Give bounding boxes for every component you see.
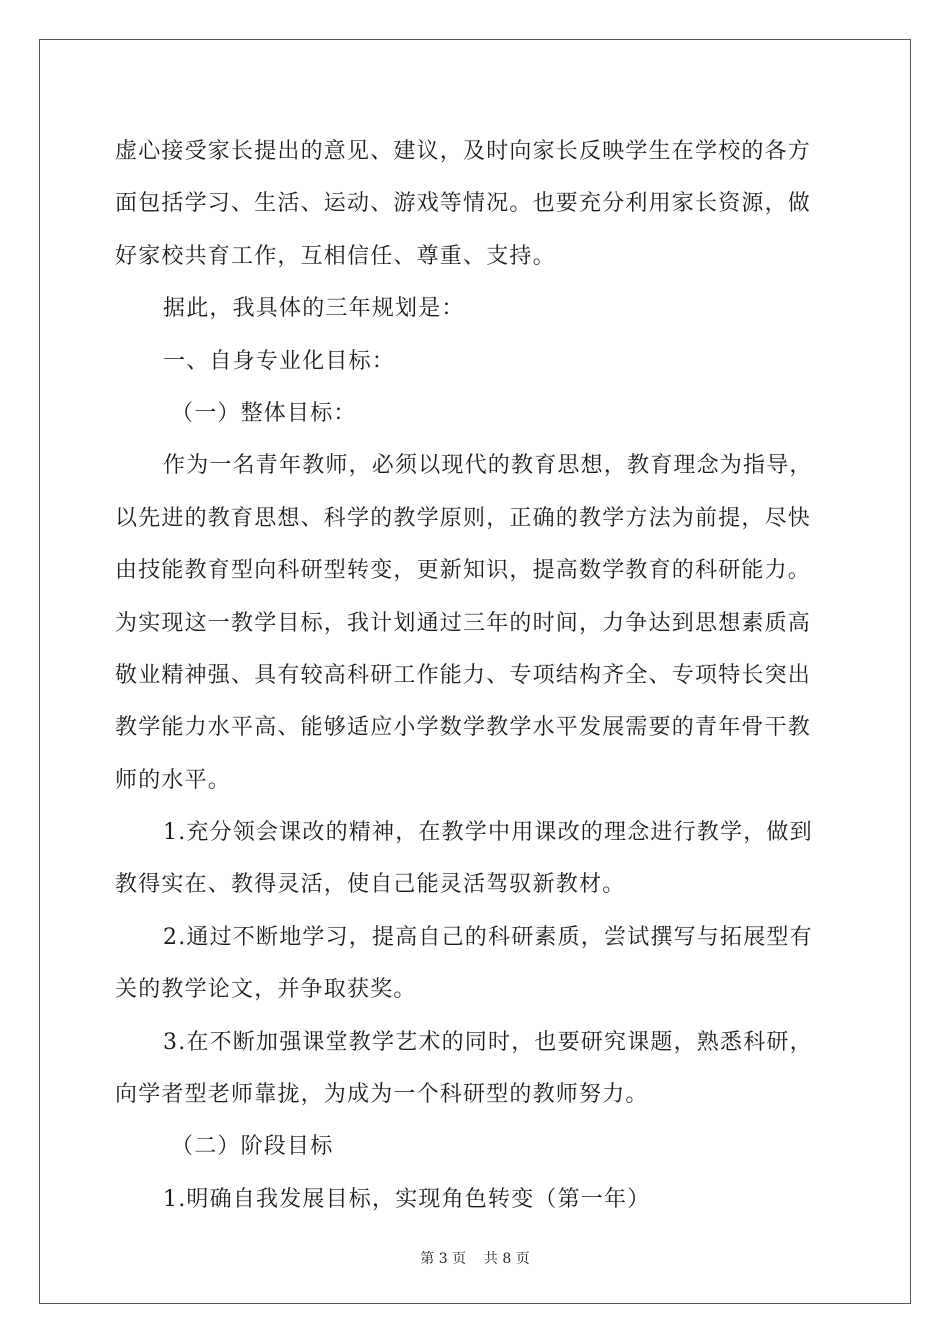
page-number: 第 3 页 共 8 页 [420,1251,530,1267]
paragraph-line: 教得实在、教得灵活，使自己能灵活驾驭新教材。 [115,872,626,898]
paragraph-line: 向学者型老师靠拢，为成为一个科研型的教师努力。 [115,1082,649,1108]
list-item: 1.充分领会课改的精神，在教学中用课改的理念进行教学，做到 [163,820,813,846]
paragraph-line: 由技能教育型向科研型转变，更新知识，提高数学教育的科研能力。 [115,558,812,584]
paragraph-line: 为实现这一教学目标，我计划通过三年的时间，力争达到思想素质高 [115,610,812,636]
paragraph-line: 敬业精神强、具有较高科研工作能力、专项结构齐全、专项特长突出 [115,662,812,688]
paragraph-line: 关的教学论文，并争取获奖。 [115,977,417,1003]
section-heading: 一、自身专业化目标： [163,348,396,374]
document-body [115,126,840,1226]
paragraph-line: 好家校共育工作，互相信任、尊重、支持。 [115,243,556,269]
subsection-heading: （一）整体目标： [171,400,357,426]
paragraph-line: 师的水平。 [115,767,232,793]
paragraph-line: 作为一名青年教师，必须以现代的教育思想，教育理念为指导， [163,453,813,479]
paragraph-line: 虚心接受家长提出的意见、建议，及时向家长反映学生在学校的各方 [115,139,812,164]
paragraph-line: 据此，我具体的三年规划是： [163,296,465,322]
paragraph-line: 教学能力水平高、能够适应小学数学教学水平发展需要的青年骨干教 [115,715,812,741]
list-item: 1.明确自我发展目标，实现角色转变（第一年） [163,1186,651,1212]
paragraph-line: 面包括学习、生活、运动、游戏等情况。也要充分利用家长资源，做 [115,191,812,217]
paragraph-line: 以先进的教育思想、科学的教学原则，正确的教学方法为前提，尽快 [115,505,812,531]
list-item: 2.通过不断地学习，提高自己的科研素质，尝试撰写与拓展型有 [163,924,813,950]
subsection-heading: （二）阶段目标 [171,1134,334,1160]
list-item: 3.在不断加强课堂教学艺术的同时，也要研究课题，熟悉科研， [163,1029,813,1055]
